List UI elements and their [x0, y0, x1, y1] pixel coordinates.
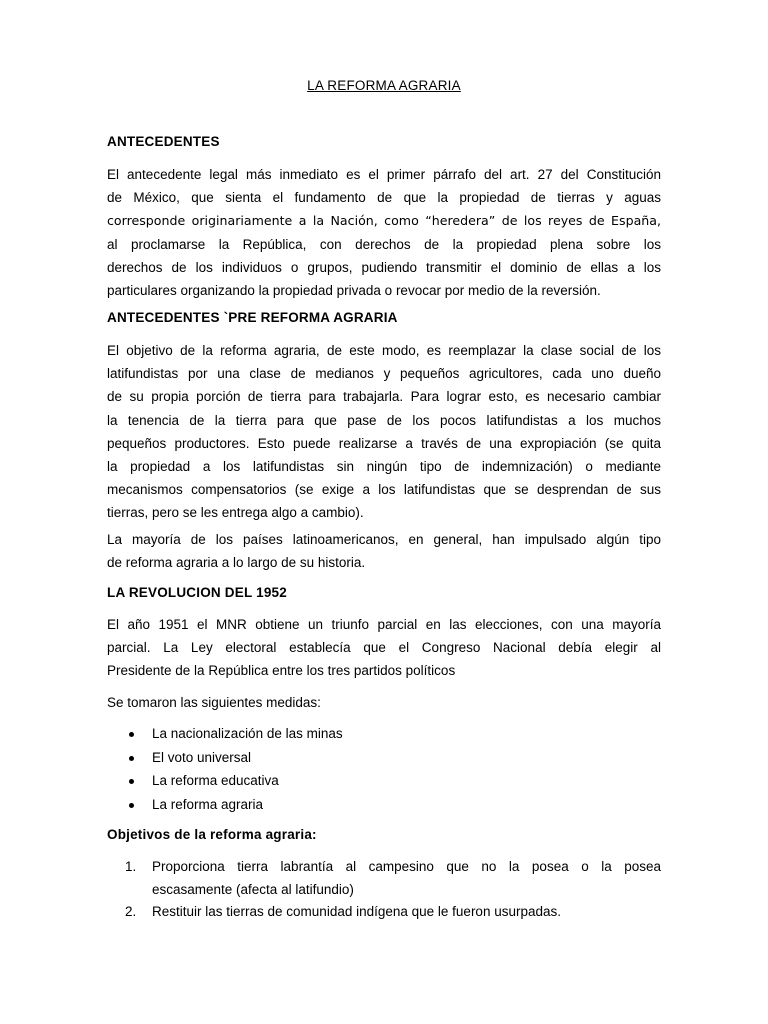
- heading-objetivos: Objetivos de la reforma agraria:: [107, 827, 317, 842]
- list-item: [107, 856, 661, 901]
- paragraph-line: la tenencia de la tierra para que pase de los pocos latifundistas a los muchos: [107, 412, 661, 428]
- paragraph-line: pequeños productores. Esto puede realizarse a través de una expropiación (se quita: [107, 435, 661, 451]
- paragraph-line: de México, que sienta el fundamento de que la propiedad de tierras y aguas: [107, 190, 661, 206]
- list-item: [107, 793, 661, 817]
- bullet-icon: [129, 756, 134, 761]
- paragraph-line: La mayoría de los países latinoamericanos, en general, han impulsado algún tipo: [107, 532, 661, 547]
- paragraph-line: particulares organizando la propiedad privada o revocar por medio de la reversión.: [107, 282, 601, 298]
- heading-antecedentes: ANTECEDENTES: [107, 134, 220, 149]
- heading-pre-reforma: ANTECEDENTES `PRE REFORMA AGRARIA: [107, 310, 398, 325]
- paragraph-medidas-intro: [107, 691, 661, 714]
- paragraph-line: mecanismos compensatorios (se exige a los latifundistas que se desprendan de sus: [107, 482, 661, 498]
- paragraph-line: de su propia porción de tierra para trabajarla. Para lograr esto, es necesario cambiar: [107, 389, 661, 405]
- paragraph-line: El objetivo de la reforma agraria, de este modo, es reemplazar la clase social de los: [107, 343, 661, 358]
- list-item-text: La reforma agraria: [152, 796, 264, 812]
- paragraph-line: El antecedente legal más inmediato es el primer párrafo del art. 27 del Constitución: [107, 167, 661, 182]
- paragraph-revolucion: [107, 613, 661, 683]
- list-item-text: El voto universal: [152, 749, 252, 765]
- paragraph-line: latifundistas por una clase de medianos y pequeños agricultores, cada uno dueño: [107, 366, 661, 382]
- list-item: [107, 746, 661, 770]
- paragraph-line: corresponde originariamente a la Nación, como “heredera” de los reyes de España,: [107, 213, 661, 229]
- paragraph-line: Se tomaron las siguientes medidas:: [107, 695, 321, 710]
- list-item: [107, 901, 661, 924]
- paragraph-line: de reforma agraria a lo largo de su historia.: [107, 555, 366, 571]
- bullet-icon: [129, 803, 134, 808]
- list-item-text: La nacionalización de las minas: [152, 726, 343, 741]
- list-item-line: escasamente (afecta al latifundio): [152, 881, 354, 897]
- list-item-text: La reforma educativa: [152, 773, 279, 789]
- list-item: [107, 722, 661, 746]
- list-item-line: Restituir las tierras de comunidad indígena que le fueron usurpadas.: [152, 904, 561, 919]
- list-item-number: 2.: [125, 904, 137, 919]
- paragraph-line: Presidente de la República entre los tres partidos políticos: [107, 663, 456, 679]
- paragraph-line: parcial. La Ley electoral establecía que el Congreso Nacional debía elegir al: [107, 640, 661, 656]
- medidas-list: [107, 722, 661, 816]
- paragraph-objetivo-reforma: [107, 339, 661, 525]
- objetivos-list: [107, 856, 661, 924]
- paragraph-line: al proclamarse la República, con derechos de la propiedad plena sobre los: [107, 236, 661, 252]
- list-item: [107, 769, 661, 793]
- document-title: LA REFORMA AGRARIA: [307, 78, 461, 93]
- list-item-line: Proporciona tierra labrantía al campesino que no la posea o la posea: [152, 859, 661, 874]
- paragraph-line: El año 1951 el MNR obtiene un triunfo parcial en las elecciones, con una mayoría: [107, 617, 661, 632]
- list-item-number: 1.: [125, 859, 137, 874]
- paragraph-line: la propiedad a los latifundistas sin ningún tipo de indemnización) o mediante: [107, 458, 661, 474]
- paragraph-paises-latinoamericanos: [107, 528, 661, 574]
- bullet-icon: [129, 732, 134, 737]
- paragraph-line: tierras, pero se les entrega algo a cambio).: [107, 505, 364, 521]
- paragraph-line: derechos de los individuos o grupos, pudiendo transmitir el dominio de ellas a los: [107, 259, 661, 275]
- bullet-icon: [129, 779, 134, 784]
- heading-revolucion: LA REVOLUCION DEL 1952: [107, 585, 287, 600]
- paragraph-antecedentes: [107, 163, 661, 302]
